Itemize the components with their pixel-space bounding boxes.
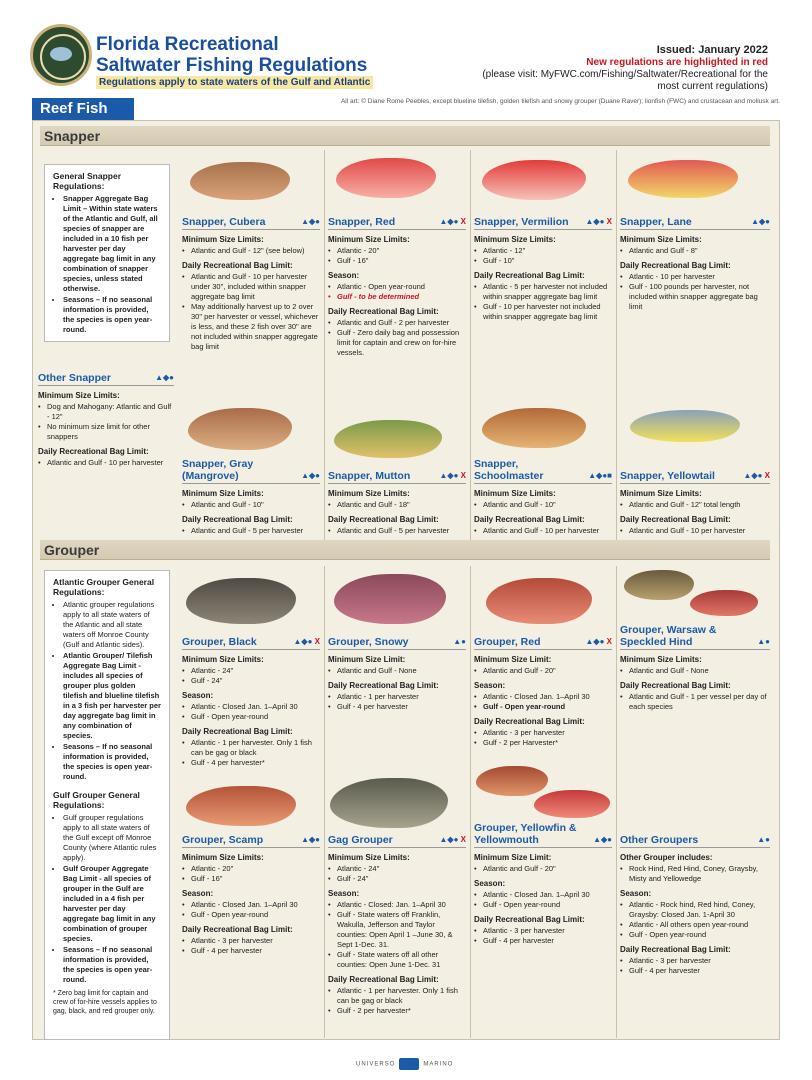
list-item: • Atlantic - Open year-round [335,282,466,292]
divider [616,566,617,1038]
snapper-heading: Snapper [40,126,770,146]
page-title: Florida Recreational Saltwater Fishing Regulations [96,34,368,76]
region-symbols: ▲◆● [301,217,320,226]
list-item: • Gulf - Open year-round [627,930,770,940]
list-item: • Gulf - 2 per Harvester* [481,738,612,748]
list-item: • May additionally harvest up to 2 over 30" per harvester or vessel, whichever is less, and these 2 fish over 30" are not included within snapper aggregate bag limit [189,302,320,352]
divider [470,150,471,540]
universo-marino-logo: UNIVERSO MARINO [356,1058,453,1070]
list-item: • Gulf - Open year-round [481,702,612,712]
list-item: • Atlantic - 24" [335,864,466,874]
list-item: • Atlantic - 3 per harvester [481,926,612,936]
list-item: • Gulf - Open year-round [189,910,320,920]
visit-note: (please visit: MyFWC.com/Fishing/Saltwater/Recreational for the most current regulations) [482,69,768,92]
list-item: • Atlantic - 20" [189,864,320,874]
species-other-groupers: Other Groupers ▲● Other Grouper includes: • Rock Hind, Red Hind, Coney, Graysby, Misty and Yellowedge Season: • Atlantic - Rock hind, Red hind, Coney, Graysby: Closed Jan. 1-April 30 • Atlantic - All others open year-round • Gulf - Open year-round Daily Recreational Bag Limit: • Atlantic - 3 per harvester • Gulf - 4 per harvester [620,822,770,976]
species-name: Snapper, Yellowtail ▲◆● X [620,458,770,484]
species-red-snapper: Snapper, Red ▲◆● X Minimum Size Limits: • Atlantic - 20" • Gulf - 16" Season: • Atlantic - Open year-round • Gulf - to be determined Daily Recreational Bag Limit: • Atlantic and Gulf - 2 per harvester • Gulf - Zero daily bag and possession limit for captain and crew on for-hire vessels. [328,204,466,358]
list-item: • Gulf - 10 per harvester not included within snapper aggregate bag limit [481,302,612,322]
list-item-new: • Gulf - to be determined [335,292,466,302]
snowy-grouper-fish-icon [334,574,446,624]
species-name: Snapper, Red ▲◆● X [328,204,466,230]
list-item: • Gulf - 24" [189,676,320,686]
species-black-grouper: Grouper, Black ▲◆● X Minimum Size Limits: • Atlantic - 24" • Gulf - 24" Season: • Atlantic - Closed Jan. 1–April 30 • Gulf - Open year-round Daily Recreational Bag Limit: • Atlantic - 1 per harvester. Only 1 fish can be gag or black • Gulf - 4 per harvester* [182,624,320,768]
list-item: • Seasons – If no seasonal information is provided, the species is open year-round. [63,742,161,782]
closed-x-icon: X [460,217,466,226]
regulation-scope: Regulations apply to state waters of the Gulf and Atlantic [96,76,373,89]
issued-date: Issued: January 2022 [656,44,768,56]
list-item: • No minimum size limit for other snappers [45,422,174,442]
list-item: • Gulf Grouper Aggregate Bag Limit - all species of grouper in the Gulf are included in a 4 fish per harvester per day aggregate bag limit in any combination of grouper species. [63,864,161,944]
list-item: • Atlantic and Gulf - 1 per vessel per day of each species [627,692,770,712]
grouper-general-box: Atlantic Grouper General Regulations: • Atlantic grouper regulations apply to all state waters of the Atlantic and all state waters off Monroe County (Gulf and Atlantic sides). • Atlantic Grouper/ Tilefish Aggregate Bag Limit - includes all species of grouper plus golden tilefish and blueline tilefish in a 3 fish per harvester per day aggregate bag limit in any combination of species. • Seasons – If no seasonal information is provided, the species is open year-round. Gulf Grouper General Regulations: • Gulf grouper regulations apply to all state waters of the Gulf except off Monroe County (where Atlantic rules apply). • Gulf Grouper Aggregate Bag Limit - all species of grouper in the Gulf are included in a 4 fish per harvester per day aggregate bag limit in any combination of grouper species. • Seasons – If no seasonal information is provided, the species is open year-round. * Zero bag limit for captain and crew of for-hire vessels applies to gag, black, and red grouper only. [44,570,170,1040]
list-item: • Seasons – If no seasonal information is provided, the species is open year-round. [63,945,161,985]
species-red-grouper: Grouper, Red ▲◆● X Minimum Size Limit: • Atlantic and Gulf - 20" Season: • Atlantic - Closed Jan. 1–April 30 • Gulf - Open year-round Daily Recreational Bag Limit: • Atlantic - 3 per harvester • Gulf - 2 per Harvester* [474,624,612,748]
list-item: • Atlantic and Gulf - 20" [481,864,612,874]
species-name: Grouper, Red ▲◆● X [474,624,612,650]
list-item: • Atlantic - 1 per harvester [335,692,466,702]
list-item: • Gulf - 2 per harvester* [335,1006,466,1016]
species-name: Snapper, Gray (Mangrove) ▲◆● [182,458,320,482]
closed-x-icon: X [460,835,466,844]
region-symbols: ▲◆● [743,471,763,480]
list-item: • Gulf - 4 per harvester [189,946,320,956]
region-symbols: ▲◆● [593,835,612,844]
region-symbols: ▲● [453,637,466,646]
closed-x-icon: X [606,217,612,226]
list-item: • Gulf - 4 per harvester* [189,758,320,768]
region-symbols: ▲◆● [293,637,313,646]
speckled-hind-fish-icon [690,590,758,616]
list-item: • Atlantic - Closed Jan. 1–April 30 [481,692,612,702]
art-credit: All art: © Diane Rome Peebles, except blueline tilefish, golden tilefish and snowy grouper (Duane Raver); lionfish (FWC) and crustacean and mollusk art. [340,98,780,105]
list-item: • Atlantic and Gulf - 8" [627,246,770,256]
warsaw-grouper-fish-icon [624,570,694,600]
scamp-fish-icon [186,786,296,826]
list-item: • Gulf - 24" [335,874,466,884]
list-item: • Gulf - Open year-round [481,900,612,910]
species-lane: Snapper, Lane ▲◆● Minimum Size Limits: • Atlantic and Gulf - 8" Daily Recreational Bag Limit: • Atlantic - 10 per harvester • Gulf - 100 pounds per harvester, not included within snapper aggregate bag limit [620,204,770,312]
species-name: Snapper, Schoolmaster ▲◆●■ [474,458,612,482]
lane-snapper-fish-icon [628,160,738,198]
fwc-seal-icon [30,24,92,86]
species-name: Grouper, Warsaw & Speckled Hind ▲● [620,618,770,650]
reef-fish-banner [32,98,780,120]
list-item: • Gulf - 16" [189,874,320,884]
list-item: • Seasons – If no seasonal information is provided, the species is open year-round. [63,295,161,335]
list-item: • Gulf - 100 pounds per harvester, not included within snapper aggregate bag limit [627,282,770,312]
list-item: • Atlantic - 5 per harvester not included within snapper aggregate bag limit [481,282,612,302]
species-gray: Snapper, Gray (Mangrove) ▲◆● Minimum Size Limits: • Atlantic and Gulf - 10" Daily Recreational Bag Limit: • Atlantic and Gulf - 5 per harvester [182,458,320,536]
red-grouper-fish-icon [486,578,592,624]
species-name: Grouper, Snowy ▲● [328,624,466,650]
gag-grouper-fish-icon [330,778,448,828]
species-yellowfin-yellowmouth: Grouper, Yellowfin & Yellowmouth ▲◆● Minimum Size Limit: • Atlantic and Gulf - 20" Season: • Atlantic - Closed Jan. 1–April 30 • Gulf - Open year-round Daily Recreational Bag Limit: • Atlantic - 3 per harvester • Gulf - 4 per harvester [474,816,612,946]
divider [324,150,325,540]
gray-snapper-fish-icon [188,408,292,450]
grouper-heading: Grouper [40,540,770,560]
footnote: * Zero bag limit for captain and crew of for-hire vessels applies to gag, black, and red grouper only. [53,990,157,1015]
list-item: • Atlantic and Gulf - 10 per harvester [45,458,174,468]
list-item: • Atlantic and Gulf - 20" [481,666,612,676]
list-item: • Gulf grouper regulations apply to all state waters of the Gulf except off Monroe County (where Atlantic rules apply). [63,813,161,863]
list-item: • Gulf - State waters off all other counties: Open June 1-Dec. 31 [335,950,466,970]
list-item: • Gulf - 10" [481,256,612,266]
species-name: Other Snapper ▲◆● [38,372,174,384]
schoolmaster-fish-icon [482,408,586,448]
species-vermilion: Snapper, Vermilion ▲◆● X Minimum Size Limits: • Atlantic - 12" • Gulf - 10" Daily Recreational Bag Limit: • Atlantic - 5 per harvester not included within snapper aggregate bag limit • Gulf - 10 per harvester not included within snapper aggregate bag limit [474,204,612,322]
list-item: • Atlantic and Gulf - 12" (see below) [189,246,320,256]
list-item: • Atlantic - Closed Jan. 1–April 30 [189,702,320,712]
closed-x-icon: X [314,637,320,646]
yellowtail-fish-icon [630,410,740,442]
closed-x-icon: X [606,637,612,646]
list-item: • Gulf - 4 per harvester [627,966,770,976]
other-snapper: Other Snapper ▲◆● Minimum Size Limits: • Dog and Mahogany: Atlantic and Gulf - 12" • No minimum size limit for other snappers Daily Recreational Bag Limit: • Atlantic and Gulf - 10 per harvester [38,370,174,468]
list-item: • Atlantic - 20" [335,246,466,256]
list-item: • Atlantic - 3 per harvester [189,936,320,946]
general-snapper-list [53,194,161,335]
reef-fish-tab: Reef Fish [32,98,134,120]
list-item: • Gulf - 4 per harvester [335,702,466,712]
region-symbols: ▲● [757,637,770,646]
species-name: Grouper, Yellowfin & Yellowmouth ▲◆● [474,816,612,848]
list-item: • Dog and Mahogany: Atlantic and Gulf - 12" [45,402,174,422]
cubera-snapper-fish-icon [190,162,290,200]
species-gag-grouper: Gag Grouper ▲◆● X Minimum Size Limits: • Atlantic - 24" • Gulf - 24" Season: • Atlantic - Closed: Jan. 1–April 30 • Gulf - State waters off Franklin, Wakulla, Jefferson and Taylor counties: Open April 1 –June 30, & Sept 1-Dec. 31. • Gulf - State waters off all other counties: Open June 1-Dec. 31 Daily Recreational Bag Limit: • Atlantic - 1 per harvester. Only 1 fish can be gag or black • Gulf - 2 per harvester* [328,822,466,1016]
divider [616,150,617,540]
species-name: Gag Grouper ▲◆● X [328,822,466,848]
list-item: • Atlantic - 10 per harvester [627,272,770,282]
list-item: • Rock Hind, Red Hind, Coney, Graysby, Misty and Yellowedge [627,864,770,884]
list-item: • Atlantic - 1 per harvester. Only 1 fish can be gag or black [189,738,320,758]
region-symbols: ▲◆● [751,217,770,226]
closed-x-icon: X [460,471,466,480]
mutton-snapper-fish-icon [334,420,442,458]
black-grouper-fish-icon [186,578,296,624]
list-item: • Atlantic and Gulf - 10" [481,500,612,510]
list-item: • Atlantic and Gulf - 5 per harvester [189,526,320,536]
species-name: Grouper, Scamp ▲◆● [182,822,320,848]
list-item: • Atlantic and Gulf - 2 per harvester [335,318,466,328]
list-item: • Atlantic - 12" [481,246,612,256]
list-item: • Atlantic Grouper/ Tilefish Aggregate Bag Limit - includes all species of grouper plus golden tilefish and blueline tilefish in a 3 fish per harvester per day aggregate bag limit in any combination of species. [63,651,161,741]
general-snapper-title: General Snapper Regulations: [53,171,122,191]
species-cubera: Snapper, Cubera ▲◆● Minimum Size Limits: • Atlantic and Gulf - 12" (see below) Daily Recreational Bag Limit: • Atlantic and Gulf - 10 per harvester under 30", included within snapper aggregate bag limit • May additionally harvest up to 2 over 30" per harvester or vessel, whichever is less, and these 2 fish over 30" are not included within snapper aggregate bag limit [182,204,320,352]
species-schoolmaster: Snapper, Schoolmaster ▲◆●■ Minimum Size Limits: • Atlantic and Gulf - 10" Daily Recreational Bag Limit: • Atlantic and Gulf - 10 per harvester [474,458,612,536]
species-mutton: Snapper, Mutton ▲◆● X Minimum Size Limits: • Atlantic and Gulf - 18" Daily Recreational Bag Limit: • Atlantic and Gulf - 5 per harvester [328,458,466,536]
list-item: • Atlantic - 3 per harvester [627,956,770,966]
list-item: • Gulf - 16" [335,256,466,266]
region-symbols: ▲◆● [585,637,605,646]
general-snapper-box [44,164,170,342]
list-item: • Atlantic - Closed Jan. 1–April 30 [481,890,612,900]
list-item: • Atlantic and Gulf - None [627,666,770,676]
list-item: • Gulf - Open year-round [189,712,320,722]
list-item: • Atlantic and Gulf - 10 per harvester [627,526,770,536]
species-name: Snapper, Vermilion ▲◆● X [474,204,612,230]
list-item: • Atlantic - Closed Jan. 1–April 30 [189,900,320,910]
list-item: • Snapper Aggregate Bag Limit – Within state waters of the Atlantic and Gulf, all species of snapper are included in a 10 fish per harvester per day aggregate bag limit in any combination of snapper species, unless stated otherwise. [63,194,161,294]
species-snowy-grouper: Grouper, Snowy ▲● Minimum Size Limit: • Atlantic and Gulf - None Daily Recreational Bag Limit: • Atlantic - 1 per harvester • Gulf - 4 per harvester [328,624,466,712]
list-item: • Atlantic - 1 per harvester. Only 1 fish can be gag or black [335,986,466,1006]
species-name: Other Groupers ▲● [620,822,770,848]
region-symbols: ▲◆● [439,835,459,844]
yellowmouth-grouper-fish-icon [534,790,610,818]
list-item: • Atlantic - 3 per harvester [481,728,612,738]
list-item: • Atlantic - Closed: Jan. 1–April 30 [335,900,466,910]
closed-x-icon: X [764,471,770,480]
list-item: • Gulf - Zero daily bag and possession limit for captain and crew on for-hire vessels. [335,328,466,358]
list-item: • Atlantic and Gulf - 5 per harvester [335,526,466,536]
list-item: • Atlantic grouper regulations apply to all state waters of the Atlantic and all state waters off Monroe County (Gulf and Atlantic sides). [63,600,161,650]
list-item: • Gulf - 4 per harvester [481,936,612,946]
species-warsaw-speckled: Grouper, Warsaw & Speckled Hind ▲● Minimum Size Limits: • Atlantic and Gulf - None Daily Recreational Bag Limit: • Atlantic and Gulf - 1 per vessel per day of each species [620,618,770,712]
page-header [0,0,812,96]
species-name: Grouper, Black ▲◆● X [182,624,320,650]
species-yellowtail: Snapper, Yellowtail ▲◆● X Minimum Size Limits: • Atlantic and Gulf - 12" total length Daily Recreational Bag Limit: • Atlantic and Gulf - 10 per harvester [620,458,770,536]
list-item: • Atlantic - All others open year-round [627,920,770,930]
region-symbols: ▲◆● [439,471,459,480]
yellowfin-grouper-fish-icon [476,766,548,796]
list-item: • Atlantic - 24" [189,666,320,676]
red-snapper-fish-icon [336,158,436,198]
region-symbols: ▲◆● [301,835,320,844]
species-name: Snapper, Cubera ▲◆● [182,204,320,230]
vermilion-snapper-fish-icon [482,160,586,200]
list-item: • Atlantic and Gulf - 10" [189,500,320,510]
region-symbols: ▲◆● [155,373,174,382]
divider [324,566,325,1038]
region-symbols: ▲◆●■ [588,471,612,480]
divider [470,566,471,1038]
list-item: • Atlantic and Gulf - 10 per harvester under 30", included within snapper aggregate bag limit [189,272,320,302]
list-item: • Atlantic and Gulf - 18" [335,500,466,510]
region-symbols: ▲◆● [301,471,320,480]
list-item: • Gulf - State waters off Franklin, Wakulla, Jefferson and Taylor counties: Open April 1 –June 30, & Sept 1-Dec. 31. [335,910,466,950]
region-symbols: ▲● [757,835,770,844]
new-regs-note: New regulations are highlighted in red [586,57,768,68]
list-item: • Atlantic and Gulf - 10 per harvester [481,526,612,536]
region-symbols: ▲◆● [439,217,459,226]
species-name: Snapper, Lane ▲◆● [620,204,770,230]
logo-mark-icon [399,1058,419,1070]
list-item: • Atlantic - Rock hind, Red hind, Coney, Graysby: Closed Jan. 1-April 30 [627,900,770,920]
list-item: • Atlantic and Gulf - None [335,666,466,676]
region-symbols: ▲◆● [585,217,605,226]
list-item: • Atlantic and Gulf - 12" total length [627,500,770,510]
species-scamp: Grouper, Scamp ▲◆● Minimum Size Limits: • Atlantic - 20" • Gulf - 16" Season: • Atlantic - Closed Jan. 1–April 30 • Gulf - Open year-round Daily Recreational Bag Limit: • Atlantic - 3 per harvester • Gulf - 4 per harvester [182,822,320,956]
species-name: Snapper, Mutton ▲◆● X [328,458,466,484]
